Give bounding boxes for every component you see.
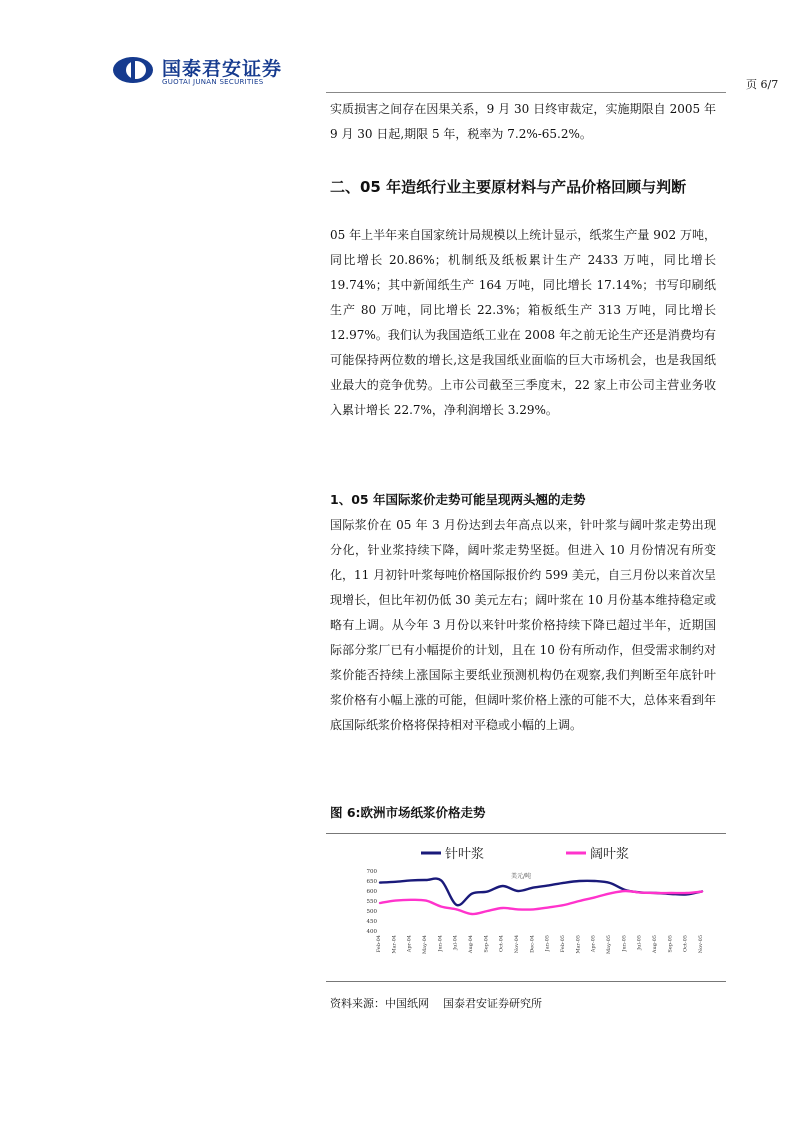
x-tick-label: Mar-04 [391, 935, 398, 954]
x-tick-label: Feb-04 [376, 935, 382, 953]
y-tick-label: 550 [366, 899, 377, 905]
page-number: 页 6/7 [746, 78, 779, 91]
x-tick-label: Apr-04 [406, 935, 413, 953]
subsection-paragraph: 国际浆价在 05 年 3 月份达到去年高点以来，针叶浆与阔叶浆走势出现分化，针业浆持续下降，阔叶浆走势坚挺。但进入 10 月份情况有所变化，11 月初针叶浆每吨价格国际报价约 599 美元，自三月份以来首次呈现增长，但比年初仍低 30 美元左右；阔叶浆在 10 月份基本维持稳定或略有上调。从今年 3 月份以来针叶浆价格持续下降已超过半年，近期国际部分浆厂已有小幅提价的计划，且在 10 份有所动作，但受需求制约对浆价能否持续上涨国际主要纸业预测机构仍在观察,我们判断至年底针叶浆价格有小幅上涨的可能，但阔叶浆价格上涨的可能不大，总体来看到年底国际纸浆价格将保持相对平稳或小幅的上调。 [330, 518, 716, 732]
company-logo [112, 54, 302, 88]
x-tick-label: Aug-05 [652, 935, 658, 954]
x-tick-label: May-05 [606, 935, 612, 954]
x-tick-label: Oct-05 [682, 935, 689, 952]
figure-top-rule [326, 833, 726, 834]
x-tick-label: Sep-04 [483, 935, 490, 953]
y-tick-label: 600 [366, 889, 377, 895]
x-tick-label: Apr-05 [590, 935, 597, 953]
pulp-price-chart [326, 836, 726, 980]
legend-label-1: 针叶浆 [445, 847, 485, 862]
logo-english-name: GUOTAI JUNAN SECURITIES [162, 78, 264, 86]
x-tick-label: Aug-04 [468, 935, 474, 954]
chart-legend [421, 846, 629, 880]
logo-chinese-name: 国泰君安证券 [162, 58, 283, 80]
section-heading: 二、05 年造纸行业主要原材料与产品价格回顾与判断 [330, 178, 687, 196]
x-tick-label: Nov-04 [514, 935, 520, 954]
x-tick-label: Jul-04 [452, 935, 459, 950]
page-header [0, 0, 794, 95]
x-tick-label: Jan-05 [544, 935, 551, 952]
legend-label-2: 阔叶浆 [590, 847, 630, 862]
subsection-heading: 1、05 年国际浆价走势可能呈现两头翘的走势 [330, 492, 586, 507]
x-tick-label: Mar-05 [575, 935, 582, 954]
chart-unit-label: 美元/吨 [511, 873, 532, 880]
y-tick-label: 700 [366, 869, 377, 875]
intro-paragraph: 实质损害之间存在因果关系，9 月 30 日终审裁定，实施期限自 2005 年 9 月 30 日起,期限 5 年，税率为 7.2%-65.2%。 [330, 102, 716, 141]
x-tick-label: Dec-04 [529, 935, 536, 953]
y-tick-label: 450 [366, 919, 377, 925]
y-tick-label: 400 [366, 929, 377, 935]
chart-x-axis [376, 935, 704, 954]
y-tick-label: 650 [366, 879, 377, 885]
chart-y-axis [367, 869, 378, 935]
header-divider [326, 92, 726, 93]
x-tick-label: Feb-05 [560, 935, 566, 953]
x-tick-label: Nov-05 [698, 935, 704, 954]
y-tick-label: 500 [366, 909, 377, 915]
x-tick-label: Jun-05 [621, 935, 628, 952]
section-paragraph: 05 年上半年来自国家统计局规模以上统计显示，纸浆生产量 902 万吨，同比增长 20.86%；机制纸及纸板累计生产 2433 万吨，同比增长 19.74%；其中新闻纸生产 164 万吨，同比增长 17.14%；书写印刷纸生产 80 万吨，同比增长 22.3%；箱板纸生产 313 万吨，同比增长 12.97%。我们认为我国造纸工业在 2008 年之前无论生产还是消费均有可能保持两位数的增长,这是我国纸业面临的巨大市场机会，也是我国纸业最大的竞争优势。上市公司截至三季度末，22 家上市公司主营业务收入累计增长 22.7%，净利润增长 3.29%。 [330, 228, 716, 417]
figure-bottom-rule [326, 981, 726, 982]
x-tick-label: Jun-04 [437, 935, 444, 952]
logo-mark-icon [112, 56, 154, 84]
x-tick-label: Sep-05 [667, 935, 674, 953]
x-tick-label: Jul-05 [636, 935, 643, 950]
x-tick-label: May-04 [422, 935, 428, 954]
chart-lines [380, 879, 702, 914]
figure-title: 图 6:欧洲市场纸浆价格走势 [330, 805, 486, 820]
source-note: 资料来源：中国纸网 国泰君安证券研究所 [330, 997, 542, 1010]
x-tick-label: Oct-04 [498, 935, 505, 952]
series-line-2 [380, 891, 702, 914]
